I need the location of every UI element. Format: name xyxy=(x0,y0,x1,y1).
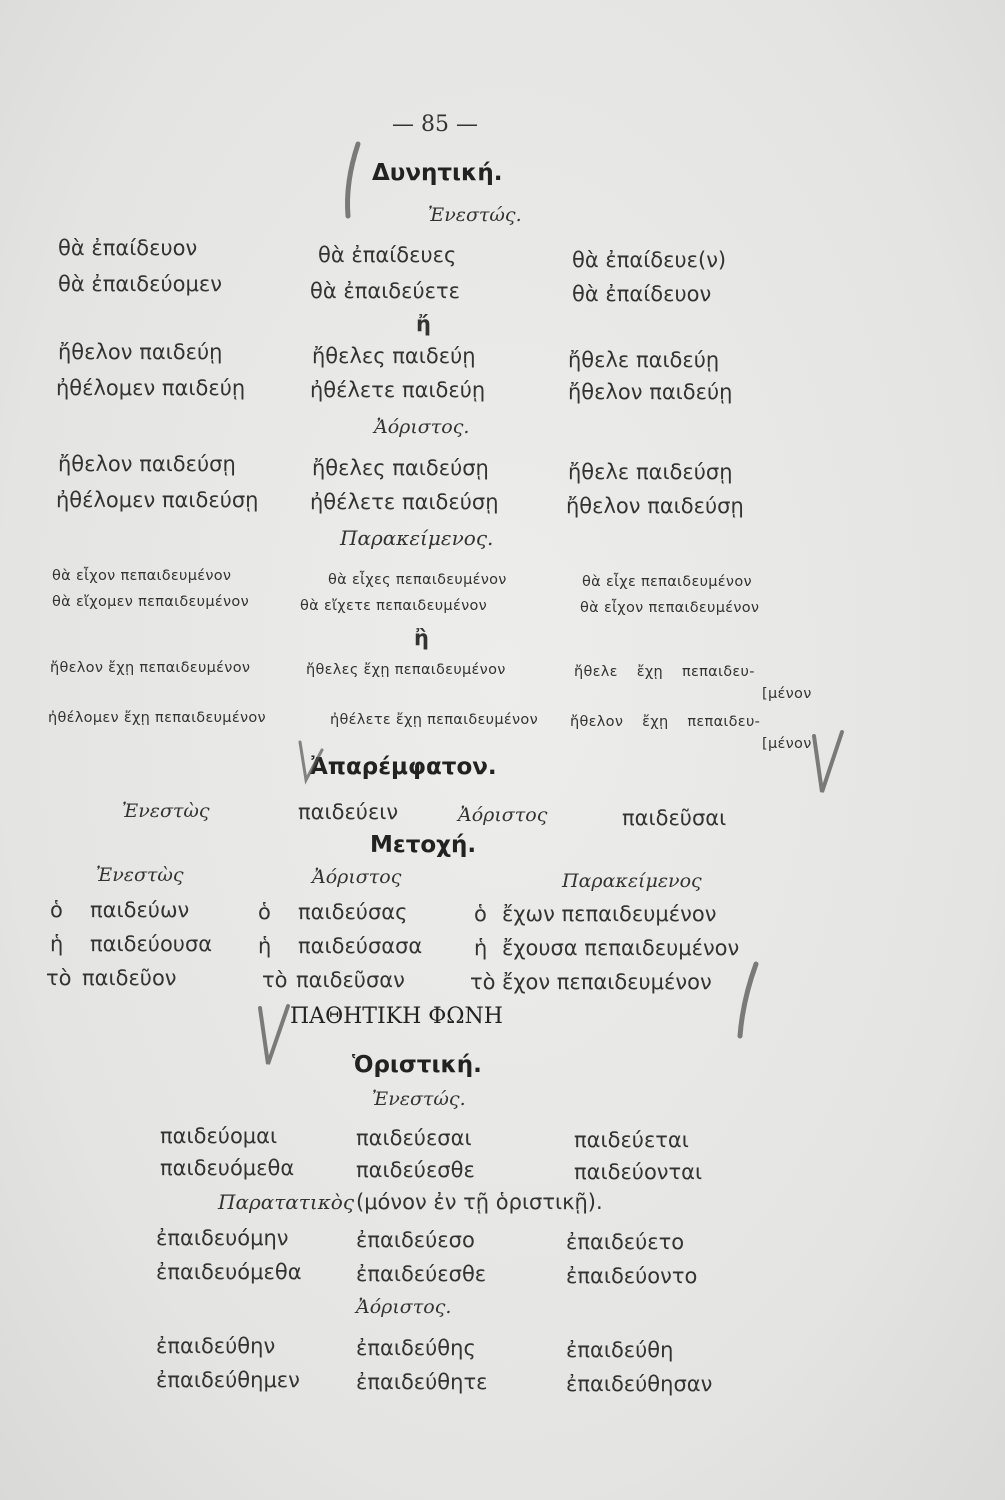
form-cell: παιδεύουσα xyxy=(90,932,213,956)
form-cell: ἐπαιδευόμεθα xyxy=(156,1260,302,1284)
article: ὁ xyxy=(258,900,271,924)
article: τὸ xyxy=(470,970,496,994)
form-cell: ἤθελον παιδεύσῃ xyxy=(566,494,744,518)
form-cell: ἠθέλετε παιδεύῃ xyxy=(310,378,486,402)
form-cell: θὰ ἐπαιδεύετε xyxy=(310,279,461,303)
col-label: Ἐνεστὼς xyxy=(96,864,184,886)
form-cell: ἐπαιδεύθησαν xyxy=(566,1372,713,1396)
label-enestos: Ἐνεστὼς xyxy=(122,800,210,822)
form-cell: ἐπαιδεύοντο xyxy=(566,1264,698,1288)
form-cell: ἐπαιδευόμην xyxy=(156,1226,289,1250)
form-cell: θὰ εἴχετε πεπαιδευμένον xyxy=(300,598,488,614)
form-cell: ἤθελον παιδεύῃ xyxy=(568,380,733,404)
form-cell: παιδευόμεθα xyxy=(160,1156,295,1180)
col-label: Παρακείμενος xyxy=(562,870,702,892)
form-cell: θὰ ἐπαίδευε(ν) xyxy=(572,248,727,272)
article: ἡ xyxy=(50,932,64,956)
label-parakeimenos: Παρακείμενος. xyxy=(340,526,494,550)
label-aoristos: Ἀόριστος xyxy=(458,804,548,826)
form-cell: ἐπαιδεύθητε xyxy=(356,1370,488,1394)
form-cell: ἤθελες παιδεύῃ xyxy=(312,344,476,368)
form-cell: παιδεύειν xyxy=(298,800,399,824)
pencil-mark-icon xyxy=(728,960,768,1040)
article: ἡ xyxy=(258,934,272,958)
form-cell: ἤθελον παιδεύσῃ xyxy=(58,452,236,476)
form-cell: ἔχων πεπαιδευμένον xyxy=(502,902,717,926)
article: ἡ xyxy=(474,936,488,960)
form-cell: θὰ ἐπαίδευον xyxy=(58,236,198,260)
form-cell: θὰ εἶχε πεπαιδευμένον xyxy=(582,574,752,590)
form-cell: ἔχουσα πεπαιδευμένον xyxy=(502,936,740,960)
pencil-mark-icon xyxy=(336,140,376,220)
article: ὁ xyxy=(474,902,487,926)
label-enestos: Ἐνεστώς. xyxy=(372,1088,466,1110)
or-separator: ἢ xyxy=(414,626,429,650)
label-aoristos: Ἀόριστος. xyxy=(356,1296,452,1318)
heading-pathitiki: ΠΑΘΗΤΙΚΗ ΦΩΝΗ xyxy=(290,1004,503,1029)
form-cell: θὰ εἶχον πεπαιδευμένον xyxy=(52,568,232,584)
form-cell: ἤθελες παιδεύσῃ xyxy=(312,456,489,480)
form-cell: ἤθελες ἔχῃ πεπαιδευμένον xyxy=(306,662,506,678)
form-cell: θὰ ἐπαίδευον xyxy=(572,282,712,306)
form-cell: παιδεύεσθε xyxy=(356,1158,475,1182)
form-cell: ἐπαιδεύθημεν xyxy=(156,1368,300,1392)
col-label: Ἀόριστος xyxy=(312,866,402,888)
form-cell: παιδεύεται xyxy=(574,1128,689,1152)
article: τὸ xyxy=(46,966,72,990)
label-paratatikos: Παρατατικὸς xyxy=(218,1190,355,1214)
form-cell: ἠθέλετε παιδεύσῃ xyxy=(310,490,499,514)
form-cell: ἠθέλετε ἔχῃ πεπαιδευμένον xyxy=(330,712,539,728)
pencil-mark-icon xyxy=(256,1000,296,1070)
form-cell: ἠθέλομεν παιδεύῃ xyxy=(56,376,246,400)
heading-metochi: Μετοχή. xyxy=(370,832,477,858)
form-cell: ἠθέλομεν ἔχῃ πεπαιδευμένον xyxy=(48,710,266,726)
form-cell-continuation: [μένον xyxy=(762,686,812,702)
heading-oristiki: Ὁριστική. xyxy=(352,1052,482,1078)
form-cell: παιδεῦσαν xyxy=(296,968,405,992)
pencil-mark-icon xyxy=(296,736,326,786)
form-cell: θὰ εἴχομεν πεπαιδευμένον xyxy=(52,594,249,610)
note-paratatikos: (μόνον ἐν τῇ ὁριστικῇ). xyxy=(356,1190,603,1214)
form-cell: ἤθελε παιδεύσῃ xyxy=(568,460,733,484)
form-cell: παιδεῦον xyxy=(82,966,177,990)
form-cell: θὰ εἶχες πεπαιδευμένον xyxy=(328,572,507,588)
form-cell: ἐπαιδεύθη xyxy=(566,1338,674,1362)
form-cell: παιδεύσας xyxy=(298,900,408,924)
form-cell: παιδεύονται xyxy=(574,1160,703,1184)
article: τὸ xyxy=(262,968,288,992)
form-cell-continuation: [μένον xyxy=(762,736,812,752)
form-cell: παιδεύσασα xyxy=(298,934,423,958)
form-cell: ἐπαιδεύετο xyxy=(566,1230,685,1254)
form-cell: ἠθέλομεν παιδεύσῃ xyxy=(56,488,259,512)
form-cell: παιδεύεσαι xyxy=(356,1126,472,1150)
label-enestos: Ἐνεστώς. xyxy=(428,204,522,226)
page-number: — 85 — xyxy=(392,112,478,137)
label-aoristos: Ἀόριστος. xyxy=(374,416,470,438)
form-cell: ἐπαιδεύεσθε xyxy=(356,1262,487,1286)
pencil-mark-icon xyxy=(808,728,848,798)
form-cell: ἔχον πεπαιδευμένον xyxy=(502,970,712,994)
form-cell: θὰ εἶχον πεπαιδευμένον xyxy=(580,600,760,616)
form-cell: ἐπαιδεύθην xyxy=(156,1334,276,1358)
form-cell: παιδεύων xyxy=(90,898,190,922)
form-cell: ἤθελον ἔχῃ πεπαιδευμένον xyxy=(50,660,251,676)
form-cell: θὰ ἐπαίδευες xyxy=(318,243,457,267)
form-cell: ἐπαιδεύεσο xyxy=(356,1228,475,1252)
heading-aparemfaton: Ἀπαρέμφατον. xyxy=(310,754,497,780)
form-cell: ἐπαιδεύθης xyxy=(356,1336,476,1360)
form-cell: παιδεύομαι xyxy=(160,1124,278,1148)
form-cell: ἤθελον παιδεύῃ xyxy=(58,340,223,364)
form-cell: θὰ ἐπαιδεύομεν xyxy=(58,272,222,296)
or-separator: ἤ xyxy=(416,312,431,336)
form-cell: ἤθελον ἔχῃ πεπαιδευ- xyxy=(570,714,761,730)
form-cell: παιδεῦσαι xyxy=(622,806,727,830)
form-cell: ἤθελε ἔχῃ πεπαιδευ- xyxy=(574,664,755,680)
article: ὁ xyxy=(50,898,63,922)
form-cell: ἤθελε παιδεύῃ xyxy=(568,348,720,372)
heading-dynitiki: Δυνητική. xyxy=(372,160,503,186)
